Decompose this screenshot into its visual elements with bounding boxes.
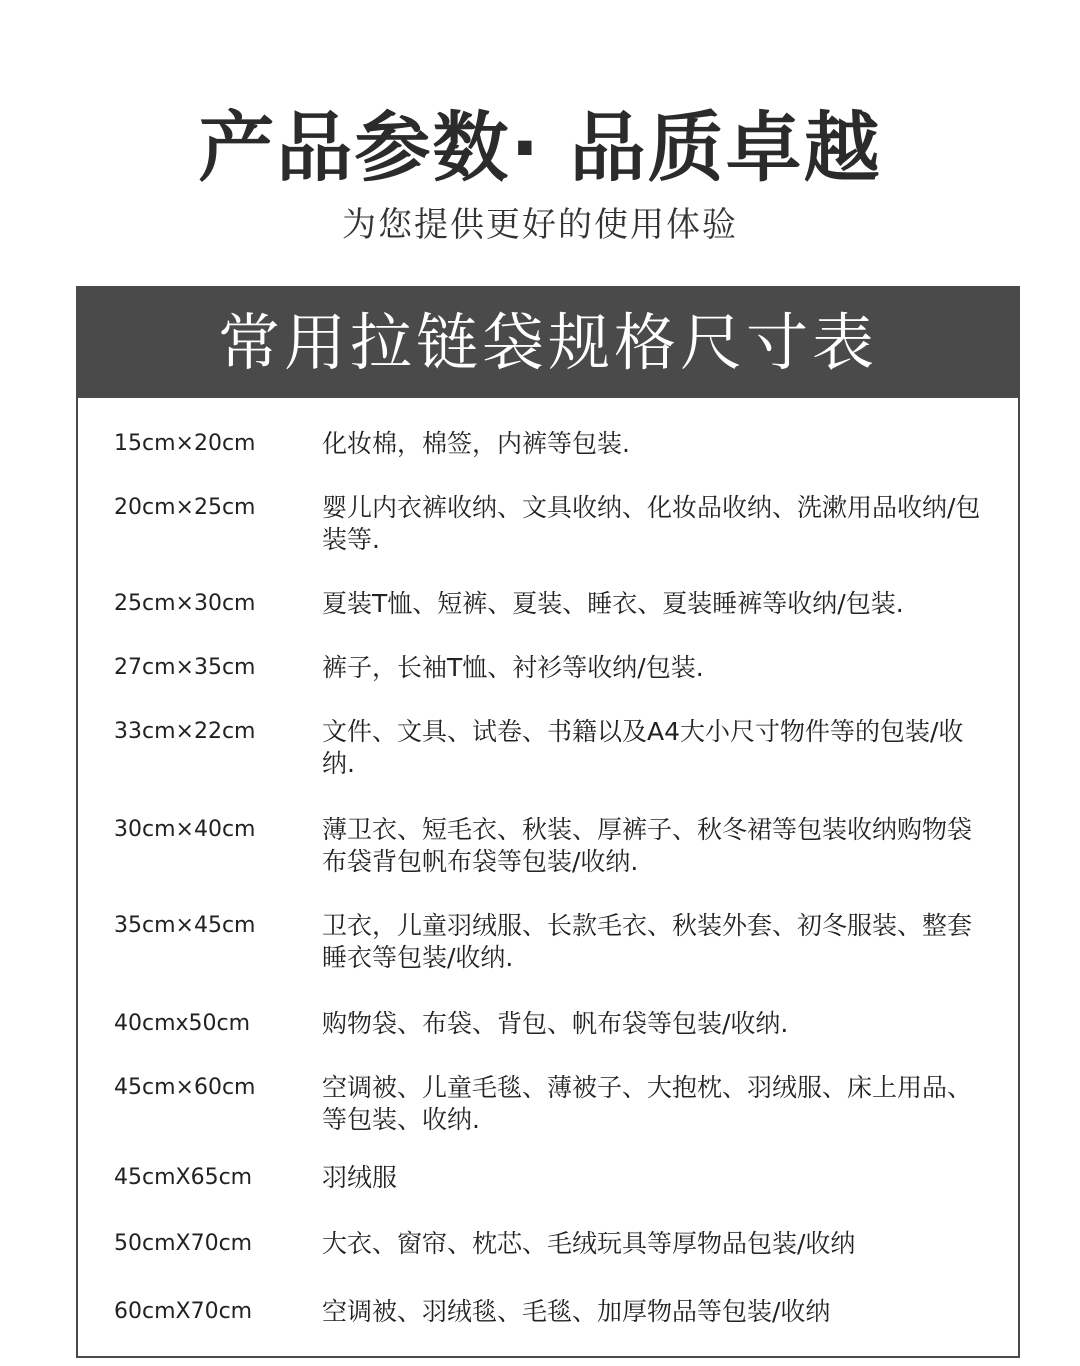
row-description: 化妆棉，棉签，内裤等包装. bbox=[322, 429, 630, 458]
row-size: 33cm×22cm bbox=[114, 719, 256, 744]
row-description: 空调被、儿童毛毯、薄被子、大抱枕、羽绒服、床上用品、等包装、收纳. bbox=[322, 1073, 973, 1134]
row-size: 27cm×35cm bbox=[114, 655, 256, 680]
row-description: 文件、文具、试卷、书籍以及A4大小尺寸物件等的包装/收纳. bbox=[322, 717, 964, 778]
size-table bbox=[76, 286, 1020, 1358]
row-size: 20cm×25cm bbox=[114, 495, 256, 520]
row-size: 15cm×20cm bbox=[114, 431, 256, 456]
row-size: 45cm×60cm bbox=[114, 1075, 256, 1100]
page-subtitle: 为您提供更好的使用体验 bbox=[342, 205, 738, 245]
row-description: 薄卫衣、短毛衣、秋装、厚裤子、秋冬裙等包装收纳购物袋布袋背包帆布袋等包装/收纳. bbox=[322, 815, 973, 876]
row-description: 裤子，长袖T恤、衬衫等收纳/包装. bbox=[322, 653, 704, 682]
table-title: 常用拉链袋规格尺寸表 bbox=[78, 288, 1018, 398]
row-size: 25cm×30cm bbox=[114, 591, 256, 616]
row-description: 空调被、羽绒毯、毛毯、加厚物品等包装/收纳 bbox=[322, 1297, 831, 1326]
row-size: 35cm×45cm bbox=[114, 913, 256, 938]
row-description: 夏装T恤、短裤、夏装、睡衣、夏装睡裤等收纳/包装. bbox=[322, 589, 904, 618]
row-size: 45cmX65cm bbox=[114, 1165, 253, 1190]
page-title: 产品参数· 品质卓越 bbox=[198, 103, 882, 192]
row-description: 婴儿内衣裤收纳、文具收纳、化妆品收纳、洗漱用品收纳/包装等. bbox=[322, 493, 981, 554]
row-description: 卫衣，儿童羽绒服、长款毛衣、秋装外套、初冬服装、整套睡衣等包装/收纳. bbox=[322, 911, 973, 972]
row-size: 60cmX70cm bbox=[114, 1299, 253, 1324]
row-description: 羽绒服 bbox=[322, 1163, 398, 1192]
row-size: 50cmX70cm bbox=[114, 1231, 253, 1256]
row-size: 30cm×40cm bbox=[114, 817, 256, 842]
row-description: 大衣、窗帘、枕芯、毛绒玩具等厚物品包装/收纳 bbox=[322, 1229, 856, 1258]
row-size: 40cmx50cm bbox=[114, 1011, 251, 1036]
row-description: 购物袋、布袋、背包、帆布袋等包装/收纳. bbox=[322, 1009, 789, 1038]
